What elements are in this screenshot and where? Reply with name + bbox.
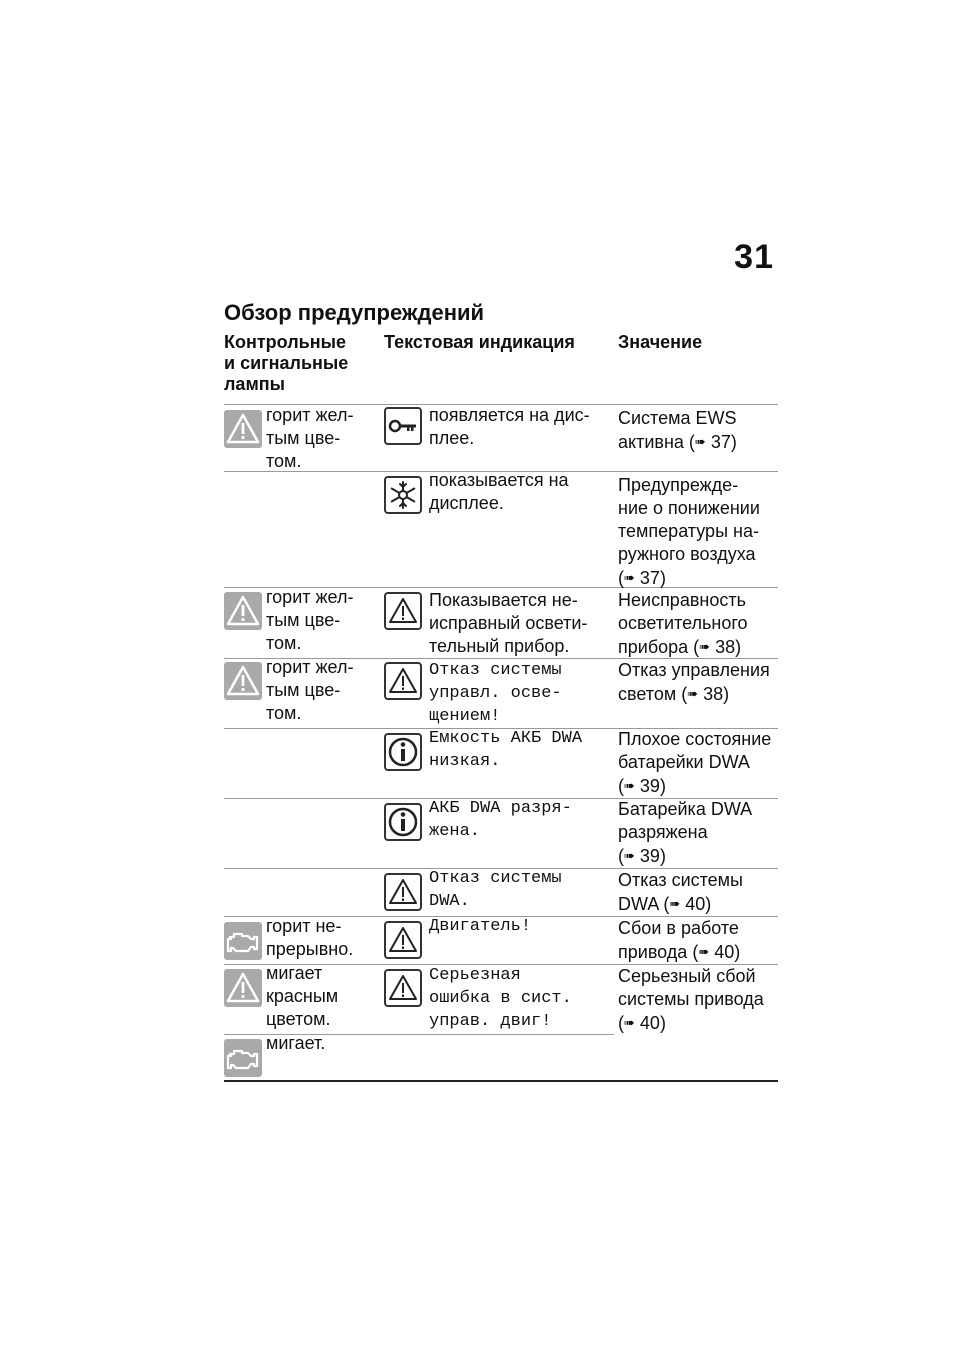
text-line: (➠ 37) — [618, 568, 666, 588]
text-fragment: светом — [618, 684, 677, 704]
page-reference[interactable]: 38) — [703, 684, 730, 704]
text-line: горит не- — [266, 916, 342, 936]
text-line: DWA (➠ 40) — [618, 894, 712, 914]
arrow-right-icon: ➠ — [669, 896, 681, 911]
page-number: 31 — [734, 238, 774, 276]
display-text — [429, 727, 609, 773]
text-line: Батарейка DWA — [618, 799, 753, 819]
text-fragment: прибора — [618, 637, 689, 657]
text-line: жена. — [429, 822, 481, 841]
meaning-text — [618, 659, 778, 706]
text-line: ние о понижении — [618, 498, 760, 518]
arrow-right-icon: ➠ — [624, 570, 635, 585]
display-text — [429, 915, 609, 938]
text-line: Отказ системы — [429, 661, 562, 680]
lamp-status-text — [266, 586, 376, 655]
arrow-right-icon: ➠ — [687, 686, 699, 701]
header-lamps-line: и сигнальные — [224, 353, 349, 373]
column-header-lamps — [224, 332, 374, 395]
display-text — [429, 964, 609, 1033]
text-line: светом (➠ 38) — [618, 684, 730, 704]
warning-triangle-icon — [386, 971, 420, 1005]
meaning-text — [618, 917, 778, 964]
text-line: ошибка в сист. — [429, 989, 572, 1008]
lamp-warning-icon — [224, 592, 262, 630]
text-line: дисплее. — [429, 493, 504, 513]
text-line: АКБ DWA разря- — [429, 799, 572, 818]
text-line: ружного воздуха — [618, 544, 756, 564]
meaning-text — [618, 869, 778, 916]
text-line: щением! — [429, 707, 501, 726]
text-line: (➠ 39) — [618, 846, 666, 866]
meaning-text — [618, 589, 778, 659]
text-line: Отказ системы — [429, 869, 562, 888]
meaning-text — [618, 474, 778, 590]
text-line: тым цве- — [266, 428, 341, 448]
arrow-right-icon: ➠ — [624, 848, 635, 863]
arrow-right-icon: ➠ — [694, 434, 706, 449]
info-icon — [386, 735, 420, 769]
text-line: Отказ управления — [618, 660, 770, 680]
display-text — [429, 797, 609, 843]
text-line: системы привода — [618, 989, 764, 1009]
text-line: Серьезная — [429, 966, 521, 985]
warning-triangle-icon — [386, 664, 420, 698]
lamp-status-text — [266, 1032, 376, 1055]
column-header-meaning: Значение — [618, 332, 703, 352]
text-line: управл. осве- — [429, 684, 562, 703]
page-reference[interactable]: 37) — [710, 432, 737, 452]
lamp-status-text — [266, 656, 376, 725]
display-text — [429, 469, 609, 515]
warning-triangle-icon — [386, 875, 420, 909]
meaning-text — [618, 728, 778, 798]
meaning-text — [618, 965, 778, 1035]
text-line: тым цве- — [266, 610, 341, 630]
display-text — [429, 404, 609, 450]
text-line: Предупрежде- — [618, 475, 739, 495]
text-line: разряжена — [618, 822, 708, 842]
table-end-rule — [224, 1080, 778, 1082]
display-warning-icon — [384, 969, 422, 1007]
lamp-warning-icon — [224, 410, 262, 448]
page-reference[interactable]: 37) — [639, 568, 666, 588]
text-line: температуры на- — [618, 521, 759, 541]
warning-triangle-icon — [386, 594, 420, 628]
text-line: управ. двиг! — [429, 1012, 552, 1031]
display-info-icon — [384, 803, 422, 841]
text-line: (➠ 40) — [618, 1013, 666, 1033]
column-header-display: Текстовая индикация — [384, 332, 575, 352]
lamp-engine-icon — [224, 922, 262, 960]
text-line: прибора (➠ 38) — [618, 637, 742, 657]
page-reference[interactable]: 40) — [685, 894, 712, 914]
warning-triangle-icon — [224, 969, 262, 1007]
page-reference[interactable]: 39) — [639, 776, 666, 796]
text-line: батарейки DWA — [618, 752, 750, 772]
arrow-right-icon: ➠ — [698, 944, 710, 959]
snowflake-icon — [386, 478, 420, 512]
text-line: Показывается не- — [429, 590, 578, 610]
arrow-right-icon: ➠ — [699, 639, 711, 654]
text-fragment: активна — [618, 432, 684, 452]
section-title: Обзор предупреждений — [224, 300, 485, 325]
text-line: мигает. — [266, 1033, 326, 1053]
warning-triangle-icon — [386, 923, 420, 957]
text-line: красным — [266, 986, 339, 1006]
display-warning-icon — [384, 592, 422, 630]
text-line: низкая. — [429, 752, 501, 771]
engine-icon — [224, 922, 262, 960]
display-warning-icon — [384, 873, 422, 911]
lamp-warning-icon — [224, 969, 262, 1007]
text-line: Емкость АКБ DWA — [429, 729, 583, 748]
text-fragment: привода — [618, 942, 688, 962]
arrow-right-icon: ➠ — [624, 778, 635, 793]
display-warning-icon — [384, 921, 422, 959]
text-line: тельный прибор. — [429, 636, 570, 656]
display-text — [429, 659, 609, 728]
text-line: горит жел- — [266, 405, 354, 425]
display-key-icon — [384, 407, 422, 445]
text-line: плее. — [429, 428, 475, 448]
header-lamps-line: лампы — [224, 374, 286, 394]
text-line: Неисправность — [618, 590, 746, 610]
text-line: прерывно. — [266, 939, 354, 959]
header-lamps-line: Контрольные — [224, 332, 346, 352]
lamp-warning-icon — [224, 662, 262, 700]
arrow-right-icon: ➠ — [624, 1015, 635, 1030]
key-icon — [386, 409, 420, 443]
text-line: (➠ 39) — [618, 776, 666, 796]
page-reference[interactable]: 40) — [639, 1013, 666, 1033]
engine-icon — [224, 1039, 262, 1077]
text-line: появляется на дис- — [429, 405, 590, 425]
info-icon — [386, 805, 420, 839]
text-line: показывается на — [429, 470, 569, 490]
warning-triangle-icon — [224, 410, 262, 448]
lamp-status-text — [266, 404, 376, 473]
text-line: Система EWS — [618, 408, 737, 428]
display-info-icon — [384, 733, 422, 771]
meaning-text — [618, 798, 778, 868]
lamp-status-text — [266, 915, 376, 961]
display-warning-icon — [384, 662, 422, 700]
text-line: том. — [266, 703, 302, 723]
text-line: привода (➠ 40) — [618, 942, 741, 962]
warning-triangle-icon — [224, 662, 262, 700]
text-line: мигает — [266, 963, 323, 983]
page-reference[interactable]: 39) — [639, 846, 666, 866]
text-line: горит жел- — [266, 587, 354, 607]
text-line: горит жел- — [266, 657, 354, 677]
text-line: Серьезный сбой — [618, 966, 756, 986]
text-line: DWA. — [429, 892, 470, 911]
text-line: активна (➠ 37) — [618, 432, 737, 452]
display-text — [429, 589, 609, 658]
text-line: Отказ системы — [618, 870, 743, 890]
text-line: цветом. — [266, 1009, 331, 1029]
text-line: тым цве- — [266, 680, 341, 700]
text-line: исправный освети- — [429, 613, 588, 633]
text-line: том. — [266, 451, 302, 471]
warning-triangle-icon — [224, 592, 262, 630]
text-line: Сбои в работе — [618, 918, 739, 938]
page-reference[interactable]: 40) — [714, 942, 741, 962]
page-reference[interactable]: 38) — [715, 637, 742, 657]
text-fragment: DWA — [618, 894, 659, 914]
meaning-text — [618, 407, 778, 454]
text-line: Двигатель! — [429, 917, 532, 936]
text-line: осветительного — [618, 613, 748, 633]
display-snowflake-icon — [384, 476, 422, 514]
text-line: Плохое состояние — [618, 729, 772, 749]
text-line: том. — [266, 633, 302, 653]
lamp-status-text — [266, 962, 376, 1031]
lamp-engine-icon — [224, 1039, 262, 1077]
display-text — [429, 867, 609, 913]
